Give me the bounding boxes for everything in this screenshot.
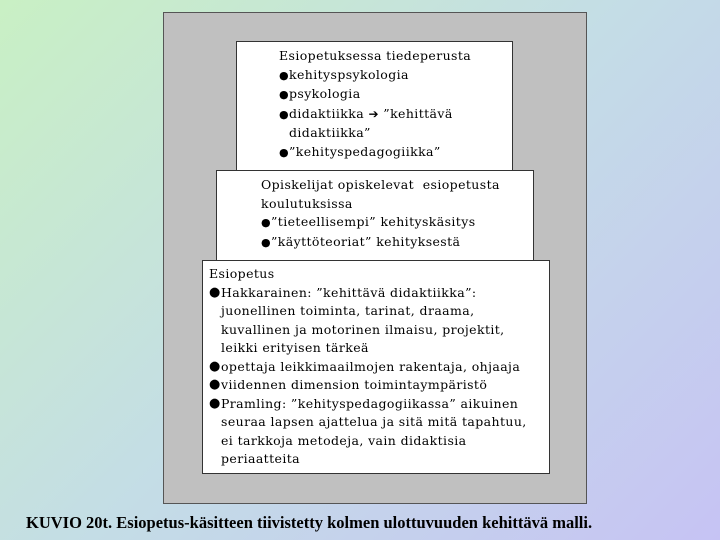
list-item: ●”käyttöteoriat” kehityksestä (261, 233, 527, 253)
preschool-education-title: Esiopetus (209, 266, 275, 281)
preschool-education-box (202, 260, 550, 474)
list-item: ●kehityspsykologia (279, 66, 506, 86)
list-item: ● viidennen dimension toimintaympäristö (209, 376, 543, 395)
list-item: ●psykologia (279, 85, 506, 105)
bullet-icon: ● (209, 377, 221, 392)
list-item: ● opettaja leikkimaailmojen rakentaja, ohjaaja (209, 358, 543, 377)
list-item: ● Pramling: ”kehityspedagogiikassa” aikuinen seuraa lapsen ajattelua ja sitä mitä tapahtuu, ei tarkkoja metodeja, vain didaktisia periaatteita (209, 395, 532, 466)
bullet-icon: ● (261, 216, 271, 229)
bullet-icon: ● (209, 284, 221, 300)
bullet-icon: ● (279, 145, 289, 159)
list-item-continuation: didaktiikka” (289, 125, 371, 140)
list-item: ●”kehityspedagogiikka” (279, 143, 506, 163)
bullet-icon: ● (279, 88, 289, 101)
student-studies-box (216, 170, 534, 262)
bullet-icon: ● (279, 68, 289, 82)
bullet-icon: ● (261, 235, 271, 249)
science-basis-title: Esiopetuksessa tiedeperusta (279, 48, 472, 63)
list-item: ●didaktiikka ➔ ”kehittävä (279, 105, 506, 125)
student-studies-title: Opiskelijat opiskelevat esiopetusta koulutuksissa (261, 177, 505, 211)
list-item: ●”tieteellisempi” kehityskäsitys (261, 213, 527, 233)
science-basis-box (236, 41, 513, 172)
figure-caption: KUVIO 20t. Esiopetus-käsitteen tiivistetty kolmen ulottuvuuden kehittävä malli. (26, 513, 593, 532)
list-item: ● Hakkarainen: ”kehittävä didaktiikka”: juonellinen toiminta, tarinat, draama, kuvallinen ja motorinen ilmaisu, projektit, leikki erityisen tärkeä (209, 284, 509, 355)
arrow-right-icon: ➔ (368, 106, 379, 121)
bullet-icon: ● (209, 395, 221, 411)
bullet-icon: ● (279, 107, 289, 121)
bullet-icon: ● (209, 358, 221, 374)
